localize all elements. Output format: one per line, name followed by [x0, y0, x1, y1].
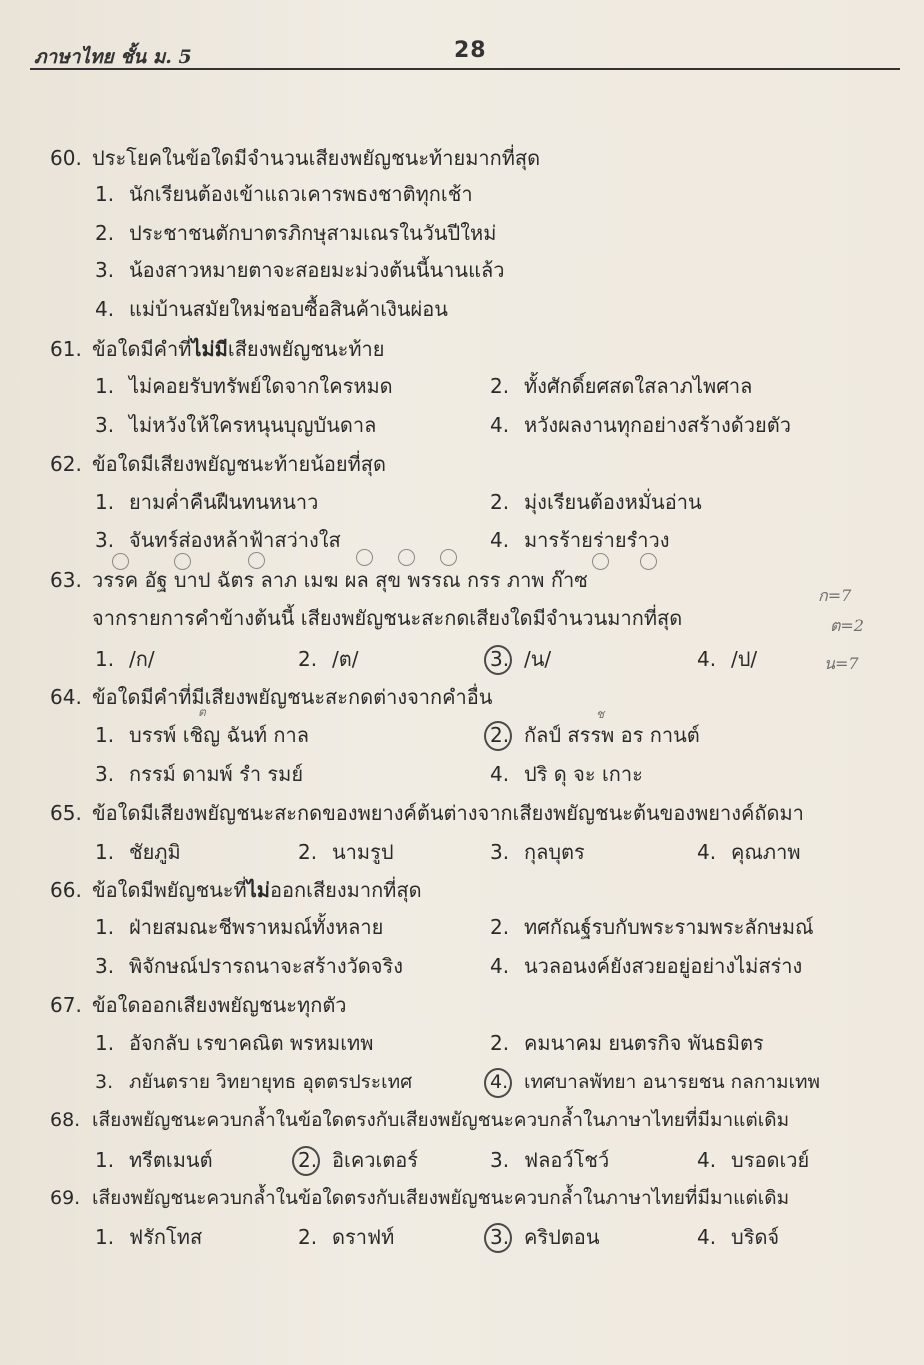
- question-66-stem: 66. ข้อใดมีพยัญชนะที่ไม่ออกเสียงมากที่สุด: [50, 878, 422, 902]
- question-62-option-3: 3. จันทร์ส่องหล้าฟ้าสว่างใส: [95, 528, 341, 552]
- answer-circle: [484, 1068, 512, 1098]
- question-64-option-1: 1. บรรพ์ เชิญ ฉันท์ กาล: [95, 723, 309, 747]
- question-69-option-2: 2. ดราฟท์: [298, 1225, 395, 1249]
- answer-circle: [292, 1146, 320, 1176]
- question-68-option-1: 1. ทรีตเมนต์: [95, 1148, 213, 1172]
- question-67-option-1: 1. อัจกลับ เรขาคณิต พรหมเทพ: [95, 1031, 374, 1055]
- running-header: [30, 38, 900, 70]
- question-66-option-4: 4. นวลอนงค์ยังสวยอยู่อย่างไม่สร่าง: [490, 954, 803, 978]
- question-63-option-2: 2. /ต/: [298, 647, 359, 671]
- book-title: ภาษาไทย ชั้น ม. 5: [34, 46, 192, 68]
- question-60-option-1: 1. นักเรียนต้องเข้าแถวเคารพธงชาติทุกเช้า: [95, 182, 473, 206]
- question-66-option-2: 2. ทศกัณฐ์รบกับพระรามพระลักษมณ์: [490, 915, 814, 939]
- answer-circle: [484, 645, 512, 675]
- question-63-option-4: 4. /ป/: [697, 647, 758, 671]
- question-65-stem: 65. ข้อใดมีเสียงพยัญชนะสะกดของพยางค์ต้นต่างจากเสียงพยัญชนะต้นของพยางค์ถัดมา: [50, 801, 804, 825]
- handwritten-note: ต: [198, 705, 206, 719]
- question-64-option-4: 4. ปริ ดุ จะ เกาะ: [490, 762, 643, 786]
- question-66-option-3: 3. พิจักษณ์ปรารถนาจะสร้างวัดจริง: [95, 954, 404, 978]
- question-63-option-3: 3. /น/: [490, 647, 551, 671]
- question-69-option-1: 1. ฟรักโทส: [95, 1225, 203, 1249]
- question-61-stem: 61. ข้อใดมีคำที่ไม่มีเสียงพยัญชนะท้าย: [50, 337, 385, 361]
- question-64-option-3: 3. กรรม์ ดามพ์ รำ รมย์: [95, 762, 304, 786]
- handwritten-note: ต=2: [830, 616, 864, 635]
- question-63-stem: 63. วรรค อัฐ บาป ฉัตร ลาภ เมฆ ผล สุข พรรณ กรร ภาพ ก๊าซ: [50, 568, 588, 592]
- question-61-option-2: 2. ทั้งศักดิ์ยศสดใสลาภไพศาล: [490, 374, 753, 398]
- question-62-option-2: 2. มุ่งเรียนต้องหมั่นอ่าน: [490, 490, 702, 514]
- question-63-stem-line-2: จากรายการคำข้างต้นนี้ เสียงพยัญชนะสะกดเสียงใดมีจำนวนมากที่สุด: [92, 606, 683, 630]
- question-text: ประโยคในข้อใดมีจำนวนเสียงพยัญชนะท้ายมากที่สุด: [92, 146, 541, 170]
- question-63-option-1: 1. /ก/: [95, 647, 155, 671]
- question-67-option-2: 2. คมนาคม ยนตรกิจ พันธมิตร: [490, 1031, 764, 1055]
- question-65-option-1: 1. ชัยภูมิ: [95, 840, 181, 864]
- question-69-option-4: 4. บริดจ์: [697, 1225, 780, 1249]
- answer-circle: [484, 1223, 512, 1253]
- emphasis-text: ไม่: [246, 878, 270, 902]
- question-60-option-2: 2. ประชาชนตักบาตรภิกษุสามเณรในวันปีใหม่: [95, 221, 497, 245]
- handwritten-note: ช: [596, 707, 605, 721]
- question-61-option-1: 1. ไม่คอยรับทรัพย์ใดจากใครหมด: [95, 374, 393, 398]
- question-69-option-3: 3. คริปตอน: [490, 1225, 600, 1249]
- question-60-option-4: 4. แม่บ้านสมัยใหม่ชอบซื้อสินค้าเงินผ่อน: [95, 297, 448, 321]
- handwritten-mark: [592, 553, 609, 570]
- handwritten-note: ก=7: [818, 586, 852, 605]
- handwritten-note: น=7: [824, 654, 859, 673]
- question-61-option-4: 4. หวังผลงานทุกอย่างสร้างด้วยตัว: [490, 413, 791, 437]
- question-66-option-1: 1. ฝ่ายสมณะชีพราหมณ์ทั้งหลาย: [95, 915, 384, 939]
- answer-circle: [484, 721, 512, 751]
- question-62-option-4: 4. มารร้ายร่ายรำวง: [490, 528, 670, 552]
- question-62-stem: 62. ข้อใดมีเสียงพยัญชนะท้ายน้อยที่สุด: [50, 452, 386, 476]
- question-65-option-2: 2. นามรูป: [298, 840, 394, 864]
- question-65-option-4: 4. คุณภาพ: [697, 840, 801, 864]
- handwritten-mark: [356, 549, 373, 566]
- question-61-option-3: 3. ไม่หวังให้ใครหนุนบุญบันดาล: [95, 413, 377, 437]
- question-60-stem: [50, 146, 540, 170]
- question-69-stem: 69. เสียงพยัญชนะควบกล้ำในข้อใดตรงกับเสียงพยัญชนะควบกล้ำในภาษาไทยที่มีมาแต่เดิม: [50, 1187, 790, 1209]
- handwritten-mark: [398, 549, 415, 566]
- question-67-option-3: 3. ภยันตราย วิทยายุทธ อุตตรประเทศ: [95, 1071, 413, 1093]
- page-number: 28: [454, 38, 487, 63]
- question-64-stem: 64. ข้อใดมีคำที่มีเสียงพยัญชนะสะกดต่างจากคำอื่น: [50, 685, 493, 709]
- question-68-option-3: 3. ฟลอว์โชว์: [490, 1148, 610, 1172]
- question-68-option-2: 2. อิเควเตอร์: [298, 1148, 418, 1172]
- emphasis-text: ไม่มี: [191, 337, 228, 361]
- question-number: 60.: [50, 146, 82, 170]
- handwritten-mark: [440, 549, 457, 566]
- question-67-option-4: 4. เทศบาลพัทยา อนารยชน กลกามเทพ: [490, 1070, 820, 1094]
- question-68-option-4: 4. บรอดเวย์: [697, 1148, 810, 1172]
- handwritten-mark: [640, 553, 657, 570]
- question-65-option-3: 3. กุลบุตร: [490, 840, 585, 864]
- question-67-stem: 67. ข้อใดออกเสียงพยัญชนะทุกตัว: [50, 993, 347, 1017]
- question-68-stem: 68. เสียงพยัญชนะควบกล้ำในข้อใดตรงกับเสียงพยัญชนะควบกล้ำในภาษาไทยที่มีมาแต่เดิม: [50, 1109, 790, 1131]
- question-64-option-2: 2. กัลป์ สรรพ อร กานต์: [490, 723, 700, 747]
- question-60-option-3: 3. น้องสาวหมายตาจะสอยมะม่วงต้นนี้นานแล้ว: [95, 258, 505, 282]
- question-62-option-1: 1. ยามค่ำคืนฝืนทนหนาว: [95, 490, 319, 514]
- handwritten-mark: [248, 552, 265, 569]
